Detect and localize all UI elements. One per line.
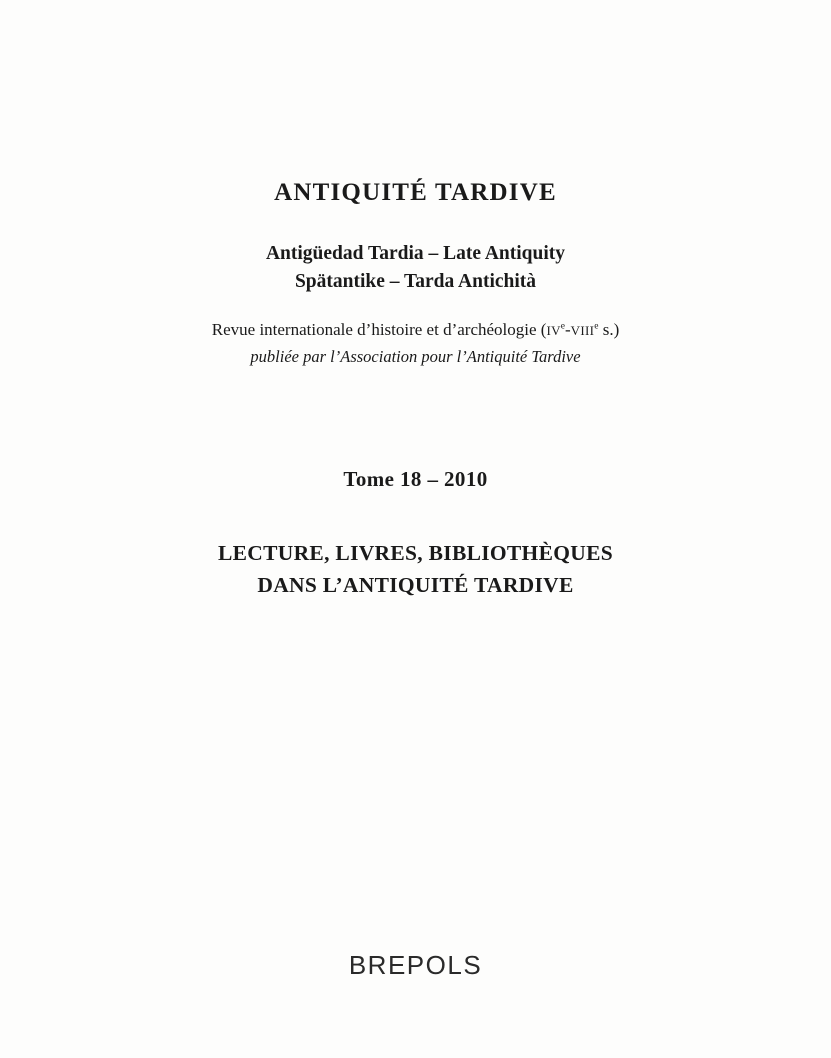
scope-suffix: s.) <box>598 320 620 339</box>
century-roman-second: VIII <box>570 323 595 338</box>
subtitle-line-1: Antigüedad Tardia – Late Antiquity <box>265 243 566 264</box>
journal-description-block <box>0 318 831 369</box>
century-second-ordinal: e <box>594 321 599 332</box>
page-title: ANTIQUITÉ TARDIVE <box>274 179 557 206</box>
century-range-dash: - <box>564 320 571 339</box>
association-line: publiée par l’Association pour l’Antiquité Tardive <box>250 346 581 366</box>
theme-line-2: DANS L’ANTIQUITÉ TARDIVE <box>257 573 574 598</box>
theme-line-1: LECTURE, LIVRES, BIBLIOTHÈQUES <box>218 541 613 565</box>
journal-title-block <box>0 178 831 208</box>
century-first-ordinal: e <box>560 321 565 332</box>
tome-label: Tome 18 – 2010 <box>343 467 488 491</box>
issue-number-block <box>0 467 831 492</box>
journal-subtitle-block <box>0 240 831 297</box>
journal-scope-line <box>0 318 831 343</box>
subtitle-line-2: Spätantike – Tarda Antichità <box>294 271 537 293</box>
publisher-logo-text: BREPOLS <box>348 950 483 980</box>
publisher-block <box>0 950 831 981</box>
issue-theme-block <box>0 537 831 602</box>
century-roman-first: IV <box>546 323 561 338</box>
scope-prefix: Revue internationale d’histoire et d’archéologie ( <box>211 320 547 339</box>
